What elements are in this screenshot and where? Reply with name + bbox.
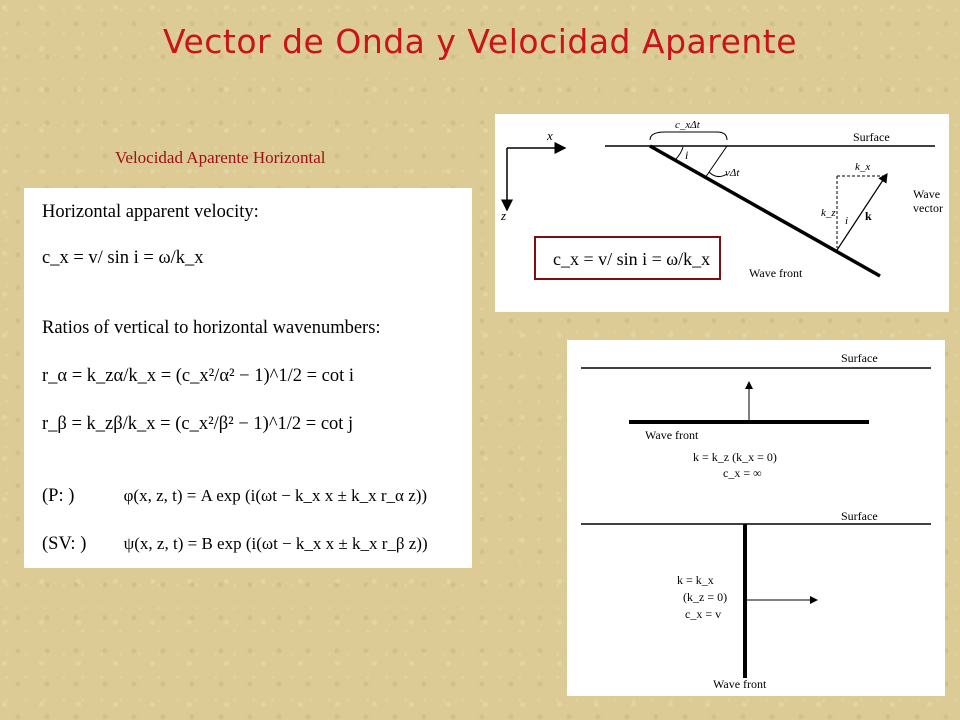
wave-front-label: Wave front [749,266,803,280]
kx-label: k_x [855,161,871,173]
formula-panel [24,188,472,568]
heading-wavenumber-ratios: Ratios of vertical to horizontal wavenumbers: [42,318,381,338]
sv-label: (SV: ) [42,534,87,554]
p-equation: φ(x, z, t) = A exp (i(ωt − k_x x ± k_x r_α z)) [123,486,428,505]
bottom-kz-equation: (k_z = 0) [683,590,728,604]
top-cx-equation: c_x = ∞ [723,466,762,480]
bottom-k-equation: k = k_x [677,573,714,587]
angle-i-vector-label: i [845,215,849,227]
wave-vector-label-1: Wave [913,187,941,201]
cx-dt-label: c_xΔt [675,119,700,131]
p-wave-row [42,486,427,507]
surface-bottom-label: Surface [841,509,878,523]
k-label: k [865,209,872,223]
p-label: (P: ) [42,486,75,506]
v-dt-label: vΔt [725,167,740,179]
sv-wave-row [42,534,428,555]
ray-segment [705,146,727,178]
diagram-special-cases [567,340,945,696]
equation-r-beta: r_β = k_zβ/k_x = (c_x²/β² − 1)^1/2 = cot j [42,414,354,434]
top-k-equation: k = k_z (k_x = 0) [693,450,777,464]
wave-front-bottom-label: Wave front [713,677,767,691]
cx-dt-bracket [650,132,727,140]
diagram1-svg [495,114,949,312]
surface-label: Surface [853,130,890,144]
equation-cx-text: c_x = v/ sin i = ω/k_x [42,248,204,268]
page-title: Vector de Onda y Velocidad Aparente [162,22,798,61]
equation-r-alpha: r_α = k_zα/k_x = (c_x²/α² − 1)^1/2 = cot i [42,366,355,386]
wave-vector-label-2: vector [913,201,943,215]
angle-i-label: i [685,148,689,162]
angle-i-arc [675,147,683,160]
diagram2-svg [567,340,945,696]
wave-vector-k-arrow [837,174,887,250]
subtitle: Velocidad Aparente Horizontal [115,148,326,167]
wave-front-top-label: Wave front [645,428,699,442]
kz-label: k_z [821,207,836,219]
surface-top-label: Surface [841,351,878,365]
sv-equation: ψ(x, z, t) = B exp (i(ωt − k_x x ± k_x r_β z)) [123,534,428,553]
z-axis-label: z [501,208,507,223]
boxed-equation: c_x = v/ sin i = ω/k_x [553,249,711,269]
bottom-cx-equation: c_x = v [685,607,722,621]
equation-cx [42,248,204,269]
x-axis-label: x [547,128,553,143]
diagram-inclined-wavefront [495,114,949,312]
heading-horizontal-velocity: Horizontal apparent velocity: [42,202,259,222]
